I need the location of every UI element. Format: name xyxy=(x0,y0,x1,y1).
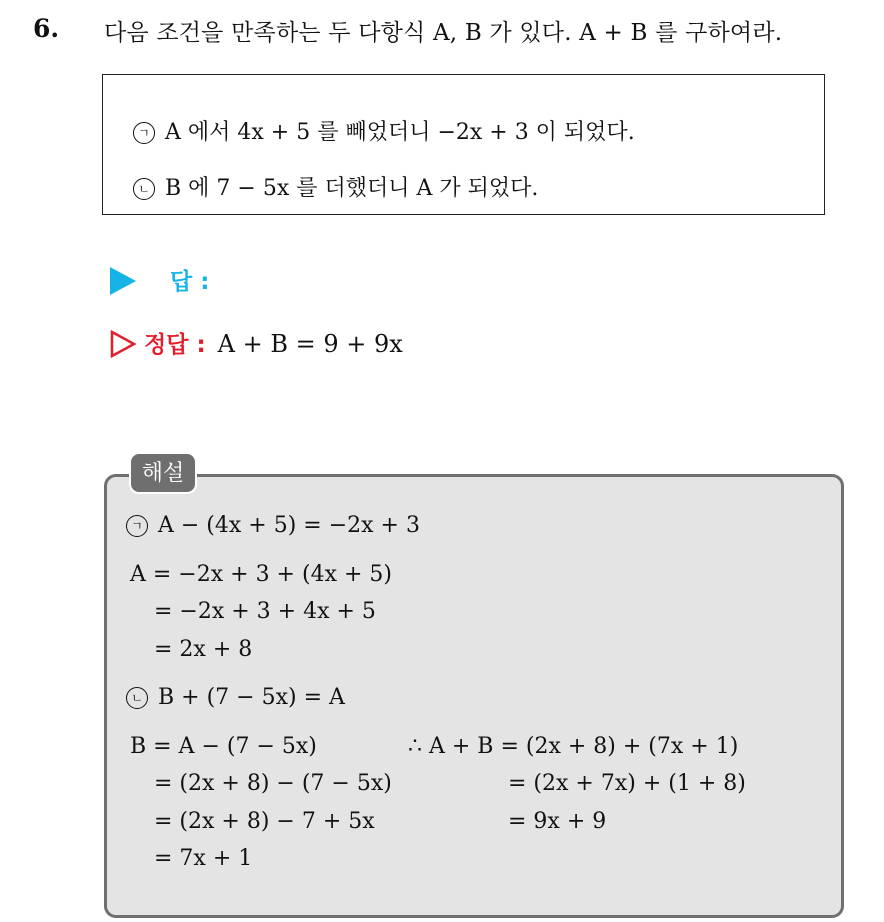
correct-label: 정답 : xyxy=(144,332,206,358)
condition-1 xyxy=(133,115,635,146)
circled-nieun-icon: ㄴ xyxy=(133,178,155,200)
question-number: 6. xyxy=(33,14,60,43)
correct-answer-row xyxy=(110,326,403,359)
question-text: 다음 조건을 만족하는 두 다항식 A, B 가 있다. A + B 를 구하여라. xyxy=(104,20,783,46)
condition-2 xyxy=(133,171,538,202)
explanation-line-9: = 7x + 1 xyxy=(154,846,253,871)
explanation-line-3: = −2x + 3 + 4x + 5 xyxy=(154,599,376,624)
explanation-right-1: ∴ A + B = (2x + 8) + (7x + 1) xyxy=(408,734,739,759)
correct-value: A + B = 9 + 9x xyxy=(217,330,403,358)
condition-1-text: A 에서 4x + 5 를 빼었더니 −2x + 3 이 되었다. xyxy=(165,120,635,145)
explanation-line-6: B = A − (7 − 5x) xyxy=(130,734,317,759)
explanation-line-1-text: A − (4x + 5) = −2x + 3 xyxy=(158,513,420,538)
answer-label: 답 : xyxy=(170,269,210,295)
explanation-line-7: = (2x + 8) − (7 − 5x) xyxy=(154,771,392,796)
circled-giyeok-icon: ㄱ xyxy=(126,515,148,537)
explanation-line-1 xyxy=(126,513,420,538)
explanation-line-8: = (2x + 8) − 7 + 5x xyxy=(154,809,375,834)
explanation-line-5-text: B + (7 − 5x) = A xyxy=(158,685,345,710)
explanation-tab: 해설 xyxy=(129,452,197,494)
explanation-right-3: = 9x + 9 xyxy=(508,809,607,834)
conditions-box xyxy=(102,74,825,215)
play-arrow-icon xyxy=(110,267,136,295)
circled-giyeok-icon: ㄱ xyxy=(133,122,155,144)
explanation-line-4: = 2x + 8 xyxy=(154,637,253,662)
explanation-right-2: = (2x + 7x) + (1 + 8) xyxy=(508,771,746,796)
explanation-line-2: A = −2x + 3 + (4x + 5) xyxy=(130,562,392,587)
outline-arrow-icon xyxy=(110,330,136,358)
condition-2-text: B 에 7 − 5x 를 더했더니 A 가 되었다. xyxy=(165,176,539,201)
explanation-line-5 xyxy=(126,685,345,710)
answer-row xyxy=(110,263,209,296)
circled-nieun-icon: ㄴ xyxy=(126,687,148,709)
